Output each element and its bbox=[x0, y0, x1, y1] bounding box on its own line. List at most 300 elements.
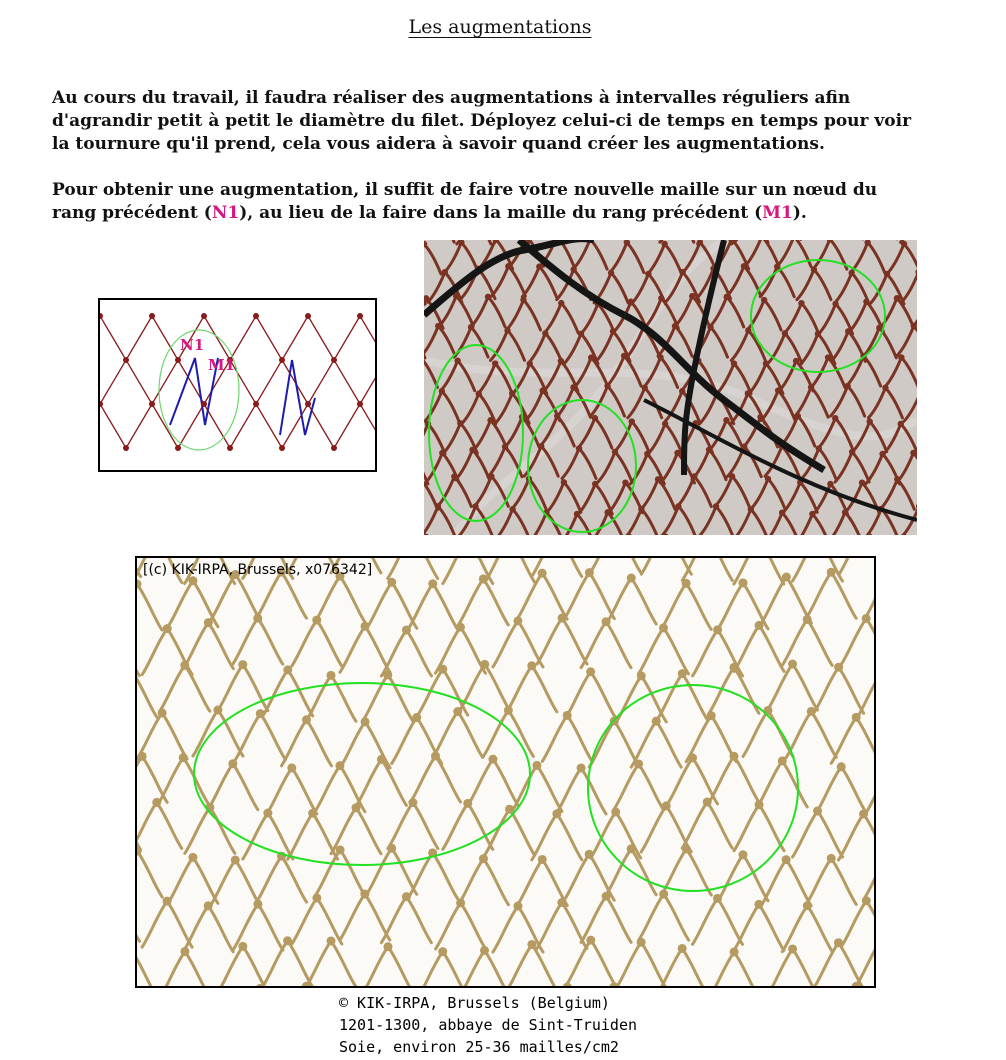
diagram-knot bbox=[149, 313, 155, 319]
net-knot bbox=[451, 473, 457, 479]
net-knot bbox=[808, 384, 814, 390]
silk-knot bbox=[729, 752, 738, 761]
diagram-net-line bbox=[334, 360, 360, 404]
silk-knot bbox=[859, 809, 868, 818]
net-knot bbox=[911, 323, 917, 329]
silk-knot bbox=[755, 621, 764, 630]
silk-knot bbox=[688, 753, 697, 762]
net-knot bbox=[898, 354, 904, 360]
silk-knot bbox=[627, 844, 636, 853]
net-knot bbox=[884, 271, 890, 277]
net-knot bbox=[554, 413, 560, 419]
diagram-mesh-label: M1 bbox=[208, 356, 236, 374]
silk-knot bbox=[179, 753, 188, 762]
net-knot bbox=[439, 450, 445, 456]
net-knot bbox=[706, 447, 712, 453]
diagram-knot bbox=[357, 401, 363, 407]
net-knot bbox=[793, 358, 799, 364]
net-knot bbox=[504, 327, 510, 333]
net-knot bbox=[707, 324, 713, 330]
net-knot bbox=[608, 270, 614, 276]
silk-knot bbox=[256, 709, 265, 718]
silk-knot bbox=[408, 798, 417, 807]
net-knot bbox=[815, 331, 821, 337]
diagram-knot bbox=[100, 401, 103, 407]
silk-knot bbox=[402, 892, 411, 901]
silk-knot bbox=[682, 845, 691, 854]
silk-knot bbox=[383, 942, 392, 951]
silk-knot bbox=[361, 622, 370, 631]
net-knot bbox=[542, 330, 548, 336]
silk-knot bbox=[505, 805, 514, 814]
silk-knot bbox=[627, 574, 636, 583]
increase-diagram-svg bbox=[100, 300, 375, 470]
net-knot bbox=[588, 354, 594, 360]
silk-knot bbox=[163, 624, 172, 633]
silk-knot bbox=[637, 671, 646, 680]
net-knot bbox=[779, 509, 785, 515]
diagram-net-line bbox=[360, 360, 375, 404]
net-knot bbox=[488, 473, 494, 479]
net-knot bbox=[509, 506, 515, 512]
silk-knot bbox=[480, 946, 489, 955]
silk-knot bbox=[456, 898, 465, 907]
diagram-net-line bbox=[308, 316, 334, 360]
diagram-knot bbox=[201, 313, 207, 319]
net-knot bbox=[765, 476, 771, 482]
net-knot bbox=[713, 503, 719, 509]
diagram-net-line bbox=[100, 360, 126, 404]
net-knot bbox=[745, 390, 751, 396]
diagram-knot bbox=[227, 445, 233, 451]
diagram-knot bbox=[149, 401, 155, 407]
diagram-increase-lines bbox=[170, 358, 315, 435]
net-knot bbox=[832, 301, 838, 307]
net-knot bbox=[538, 443, 544, 449]
silk-knot bbox=[532, 761, 541, 770]
silk-knot bbox=[513, 616, 522, 625]
silk-knot bbox=[327, 671, 336, 680]
net-knot bbox=[894, 476, 900, 482]
diagram-net-line bbox=[256, 360, 282, 404]
net-knot bbox=[468, 324, 474, 330]
diagram-net-line bbox=[126, 316, 152, 360]
silk-knot bbox=[180, 661, 189, 670]
net-knot bbox=[867, 418, 873, 424]
net-knot bbox=[782, 330, 788, 336]
diagram-net-line bbox=[308, 360, 334, 404]
diagram-knot bbox=[331, 445, 337, 451]
net-knot bbox=[809, 511, 815, 517]
silk-knot bbox=[782, 855, 791, 864]
silk-knot bbox=[188, 853, 197, 862]
net-knot bbox=[539, 387, 545, 393]
silk-knot bbox=[552, 809, 561, 818]
diagram-knot bbox=[305, 401, 311, 407]
silk-knot bbox=[253, 900, 262, 909]
silk-knot bbox=[602, 892, 611, 901]
net-knot bbox=[502, 444, 508, 450]
silk-knot bbox=[713, 625, 722, 634]
caption-line-3: Soie, environ 25-36 mailles/cm2 bbox=[339, 1038, 619, 1056]
silk-knot bbox=[611, 808, 620, 817]
net-knot bbox=[674, 450, 680, 456]
net-knot bbox=[622, 479, 628, 485]
net-photo-top bbox=[424, 240, 917, 535]
net-knot bbox=[832, 415, 838, 421]
silk-knot bbox=[788, 660, 797, 669]
silk-knot bbox=[527, 661, 536, 670]
silk-knot bbox=[834, 938, 843, 947]
silk-knot bbox=[335, 761, 344, 770]
silk-knot bbox=[852, 713, 861, 722]
net-knot bbox=[748, 506, 754, 512]
silk-knot bbox=[577, 763, 586, 772]
instruction-paragraph bbox=[52, 179, 912, 225]
silk-knot bbox=[383, 670, 392, 679]
net-knot bbox=[629, 418, 635, 424]
net-knot bbox=[574, 511, 580, 517]
silk-knot bbox=[527, 940, 536, 949]
net-knot bbox=[592, 481, 598, 487]
net-knot bbox=[882, 385, 888, 391]
silk-knot bbox=[263, 809, 272, 818]
diagram-net-line bbox=[126, 404, 152, 448]
silk-knot bbox=[204, 618, 213, 627]
diagram-knot bbox=[175, 445, 181, 451]
diagram-knot bbox=[357, 313, 363, 319]
silk-knot bbox=[238, 942, 247, 951]
silk-knot bbox=[707, 711, 716, 720]
silk-knot bbox=[377, 755, 386, 764]
silk-knot bbox=[352, 803, 361, 812]
diagram-knot bbox=[331, 357, 337, 363]
silk-knot bbox=[538, 855, 547, 864]
silk-knot bbox=[513, 901, 522, 910]
diagram-net-lines bbox=[100, 316, 375, 448]
silk-knot bbox=[336, 845, 345, 854]
net-knot bbox=[469, 447, 475, 453]
silk-knot bbox=[253, 614, 262, 623]
net-knot bbox=[795, 413, 801, 419]
silk-knot bbox=[754, 900, 763, 909]
net-knot bbox=[859, 479, 865, 485]
silk-knot bbox=[327, 936, 336, 945]
net-knot bbox=[679, 269, 685, 275]
silk-knot bbox=[586, 667, 595, 676]
silk-knot bbox=[479, 574, 488, 583]
silk-knot bbox=[634, 759, 643, 768]
diagram-increase-line bbox=[280, 360, 315, 435]
net-knot bbox=[561, 479, 567, 485]
photo-credit-overlay: [(c) KIK-IRPA, Brussels, x076342] bbox=[143, 562, 373, 578]
silk-knot bbox=[479, 854, 488, 863]
silk-knot bbox=[158, 708, 167, 717]
diagram-knot bbox=[201, 401, 207, 407]
diagram-net-line bbox=[126, 360, 152, 404]
net-knot bbox=[894, 295, 900, 301]
net-knot bbox=[536, 263, 542, 269]
silk-knot bbox=[287, 763, 296, 772]
net-knot bbox=[558, 358, 564, 364]
diagram-knot bbox=[123, 445, 129, 451]
silk-knot bbox=[678, 944, 687, 953]
silk-knot bbox=[231, 855, 240, 864]
net-knot bbox=[661, 241, 667, 247]
silk-knot bbox=[180, 947, 189, 956]
diagram-net-line bbox=[334, 404, 360, 448]
silk-knot bbox=[585, 568, 594, 577]
net-knot bbox=[679, 388, 685, 394]
net-knot bbox=[848, 270, 854, 276]
net-knot bbox=[487, 417, 493, 423]
silk-knot bbox=[438, 947, 447, 956]
silk-knot bbox=[402, 625, 411, 634]
net-knot bbox=[655, 476, 661, 482]
net-knot bbox=[454, 358, 460, 364]
silk-knot bbox=[834, 663, 843, 672]
net-knot bbox=[435, 323, 441, 329]
net-knot bbox=[442, 269, 448, 275]
diagram-knot bbox=[123, 357, 129, 363]
diagram-net-line bbox=[334, 316, 360, 360]
silk-knot bbox=[788, 944, 797, 953]
diagram-net-line bbox=[360, 404, 375, 448]
diagram-node-label: N1 bbox=[180, 336, 205, 354]
silk-knot bbox=[360, 890, 369, 899]
diagram-net-line bbox=[230, 404, 256, 448]
net-knot bbox=[485, 294, 491, 300]
silk-knot bbox=[862, 614, 871, 623]
diagram-knot bbox=[279, 445, 285, 451]
silk-knot bbox=[682, 579, 691, 588]
silk-knot bbox=[729, 663, 738, 672]
net-knot bbox=[844, 383, 850, 389]
silk-knot bbox=[862, 896, 871, 905]
net-knot bbox=[745, 327, 751, 333]
net-knot bbox=[876, 325, 882, 331]
silk-knot bbox=[412, 713, 421, 722]
instruction-text-1: Pour obtenir une augmentation, il suffit de faire votre nouvelle maille sur un nœud du rang précédent ( bbox=[52, 180, 878, 223]
diagram-knot bbox=[175, 357, 181, 363]
intro-paragraph: Au cours du travail, il faudra réaliser des augmentations à intervalles réguliers afin d'agrandir petit à petit le diamètre du filet. Déployez celui-ci de temps en temps pour voir la tournure qu'il prend, cela vous aidera à savoir quand créer les augmentations. bbox=[52, 88, 912, 154]
silk-knot bbox=[480, 660, 489, 669]
net-knot bbox=[505, 263, 511, 269]
diagram-knot bbox=[253, 401, 259, 407]
silk-knot bbox=[678, 669, 687, 678]
net-knot bbox=[657, 354, 663, 360]
net-knot bbox=[774, 263, 780, 269]
silk-knot bbox=[431, 752, 440, 761]
silk-knot bbox=[778, 756, 787, 765]
silk-knot bbox=[713, 894, 722, 903]
silk-knot bbox=[755, 800, 764, 809]
silk-knot bbox=[361, 717, 370, 726]
silk-knot bbox=[563, 711, 572, 720]
node-label-inline: N1 bbox=[211, 203, 240, 223]
net-knot bbox=[570, 266, 576, 272]
net-knot bbox=[457, 420, 463, 426]
diagram-net-line bbox=[100, 404, 126, 448]
net-knot bbox=[644, 451, 650, 457]
net-knot bbox=[901, 241, 907, 247]
diagram-net-line bbox=[230, 316, 256, 360]
silk-knot bbox=[453, 707, 462, 716]
silk-knot bbox=[228, 759, 237, 768]
net-knot bbox=[910, 450, 916, 456]
net-photo-top-svg bbox=[424, 240, 917, 535]
net-knot bbox=[662, 421, 668, 427]
net-photo-bottom-svg bbox=[137, 558, 874, 986]
silk-knot bbox=[238, 660, 247, 669]
net-knot bbox=[741, 263, 747, 269]
diagram-net-line bbox=[204, 316, 230, 360]
silk-knot bbox=[827, 568, 836, 577]
silk-knot bbox=[738, 850, 747, 859]
net-knot bbox=[729, 473, 735, 479]
silk-knot bbox=[738, 578, 747, 587]
net-knot bbox=[689, 293, 695, 299]
caption-line-2: 1201-1300, abbaye de Sint-Truiden bbox=[339, 1016, 638, 1034]
silk-knot bbox=[387, 578, 396, 587]
net-knot bbox=[642, 385, 648, 391]
silk-knot bbox=[387, 844, 396, 853]
instruction-text-3: ). bbox=[792, 203, 807, 223]
diagram-net-line bbox=[152, 360, 178, 404]
net-knot bbox=[621, 353, 627, 359]
diagram-knot bbox=[279, 357, 285, 363]
silk-knot bbox=[463, 799, 472, 808]
silk-knot bbox=[283, 665, 292, 674]
net-knot bbox=[570, 384, 576, 390]
silk-knot bbox=[213, 706, 222, 715]
net-knot bbox=[723, 417, 729, 423]
silk-knot bbox=[703, 798, 712, 807]
net-knot bbox=[816, 445, 822, 451]
caption-line-1: © KIK-IRPA, Brussels (Belgium) bbox=[339, 994, 610, 1012]
net-knot bbox=[757, 414, 763, 420]
silk-knot bbox=[602, 617, 611, 626]
silk-knot bbox=[152, 798, 161, 807]
silk-knot bbox=[585, 850, 594, 859]
net-knot bbox=[527, 360, 533, 366]
net-knot bbox=[879, 451, 885, 457]
silk-knot bbox=[637, 938, 646, 947]
net-knot bbox=[761, 297, 767, 303]
net-photo-bottom bbox=[135, 556, 876, 988]
net-knot bbox=[612, 449, 618, 455]
silk-knot bbox=[803, 901, 812, 910]
silk-knot bbox=[827, 854, 836, 863]
net-knot bbox=[509, 390, 515, 396]
net-knot bbox=[842, 509, 848, 515]
net-knot bbox=[578, 331, 584, 337]
silk-knot bbox=[283, 936, 292, 945]
silk-knot bbox=[204, 901, 213, 910]
silk-knot bbox=[428, 579, 437, 588]
silk-knot bbox=[807, 707, 816, 716]
silk-knot bbox=[803, 615, 812, 624]
diagram-net-line bbox=[178, 404, 204, 448]
silk-knot bbox=[813, 806, 822, 815]
net-knot bbox=[898, 421, 904, 427]
silk-knot bbox=[488, 755, 497, 764]
silk-knot bbox=[730, 947, 739, 956]
net-knot bbox=[672, 323, 678, 329]
net-knot bbox=[520, 297, 526, 303]
diagram-net-line bbox=[152, 404, 178, 448]
silk-knot bbox=[138, 752, 147, 761]
silk-knot bbox=[438, 665, 447, 674]
silk-knot bbox=[557, 898, 566, 907]
page-title: Les augmentations bbox=[408, 16, 592, 38]
silk-knot bbox=[558, 614, 567, 623]
silk-knot bbox=[504, 706, 513, 715]
silk-knot bbox=[782, 573, 791, 582]
net-knot bbox=[775, 387, 781, 393]
net-knot bbox=[763, 360, 769, 366]
diagram-net-line bbox=[100, 316, 126, 360]
net-knot bbox=[576, 445, 582, 451]
silk-knot bbox=[662, 801, 671, 810]
net-knot bbox=[604, 509, 610, 515]
net-knot bbox=[675, 503, 681, 509]
diagram-net-line bbox=[256, 316, 282, 360]
silk-knot bbox=[586, 936, 595, 945]
silk-knot bbox=[302, 715, 311, 724]
photo-caption bbox=[339, 992, 637, 1058]
net-knot bbox=[492, 360, 498, 366]
diagram-net-line bbox=[256, 404, 282, 448]
silk-knot bbox=[659, 890, 668, 899]
net-knot bbox=[849, 449, 855, 455]
diagram-knot bbox=[253, 313, 259, 319]
net-knot bbox=[658, 295, 664, 301]
increase-diagram bbox=[98, 298, 377, 472]
net-knot bbox=[827, 481, 833, 487]
net-knot bbox=[610, 328, 616, 334]
net-knot bbox=[811, 266, 817, 272]
net-knot bbox=[638, 506, 644, 512]
net-knot bbox=[645, 271, 651, 277]
silk-knot bbox=[659, 623, 668, 632]
net-knot bbox=[691, 473, 697, 479]
diagram-net-line bbox=[360, 316, 375, 360]
silk-knot bbox=[652, 717, 661, 726]
diagram-knot bbox=[305, 313, 311, 319]
net-knot bbox=[845, 328, 851, 334]
silk-knot bbox=[312, 893, 321, 902]
net-knot bbox=[724, 294, 730, 300]
net-knot bbox=[825, 354, 831, 360]
net-knot bbox=[731, 360, 737, 366]
net-knot bbox=[439, 388, 445, 394]
net-knot bbox=[435, 503, 441, 509]
silk-knot bbox=[312, 616, 321, 625]
diagram-net-line bbox=[152, 316, 178, 360]
net-knot bbox=[592, 415, 598, 421]
net-knot bbox=[558, 300, 564, 306]
net-knot bbox=[863, 298, 869, 304]
silk-knot bbox=[308, 809, 317, 818]
net-knot bbox=[798, 300, 804, 306]
silk-knot bbox=[456, 623, 465, 632]
instruction-text-2: ), au lieu de la faire dans la maille du rang précédent ( bbox=[239, 203, 763, 223]
net-knot bbox=[628, 299, 634, 305]
mesh-label-inline: M1 bbox=[762, 203, 793, 223]
net-knot bbox=[476, 391, 482, 397]
diagram-net-line bbox=[282, 316, 308, 360]
